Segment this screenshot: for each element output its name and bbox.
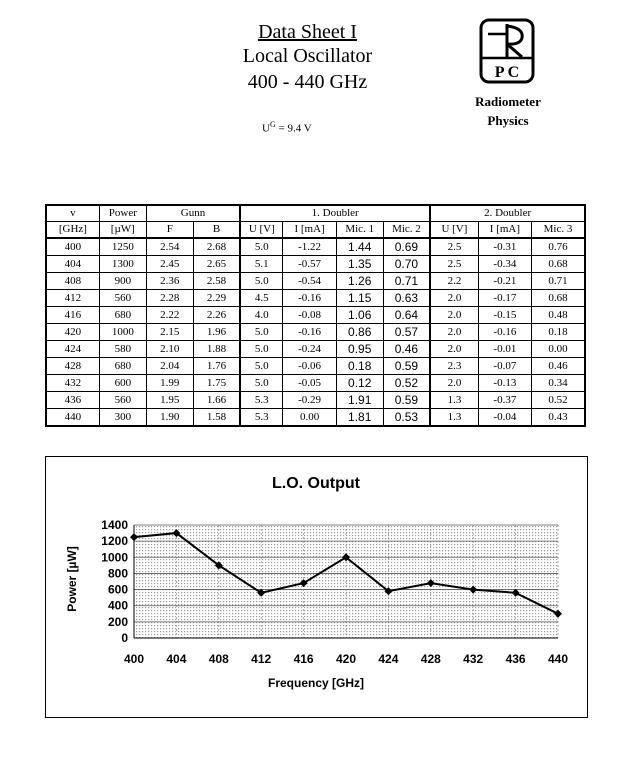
unit-header-7: Mic. 2 xyxy=(383,222,430,239)
x-tick-label: 440 xyxy=(547,652,569,666)
oscillator-data-table xyxy=(45,204,586,427)
table-cell: 0.52 xyxy=(532,392,585,409)
table-cell: 2.68 xyxy=(193,238,240,256)
table-cell: -0.07 xyxy=(478,358,531,375)
table-cell: 0.71 xyxy=(532,273,585,290)
table-cell: 440 xyxy=(46,409,99,427)
table-cell: 0.00 xyxy=(532,341,585,358)
table-cell: 560 xyxy=(99,290,146,307)
table-cell: 1.88 xyxy=(193,341,240,358)
logo-letters: P C xyxy=(494,64,520,81)
table-cell: 2.0 xyxy=(430,290,478,307)
table-cell: 5.0 xyxy=(240,375,283,392)
table-cell: -0.05 xyxy=(283,375,336,392)
table-cell: 580 xyxy=(99,341,146,358)
table-body xyxy=(46,238,585,426)
table-cell: 1.3 xyxy=(430,409,478,427)
table-row xyxy=(46,238,585,256)
table-cell: 0.52 xyxy=(383,375,430,392)
x-tick-label: 404 xyxy=(166,652,187,666)
table-cell: 0.34 xyxy=(532,375,585,392)
table-cell: -0.16 xyxy=(283,324,336,341)
table-cell: 1.15 xyxy=(336,290,383,307)
table-cell: 0.59 xyxy=(383,358,430,375)
table-cell: 0.53 xyxy=(383,409,430,427)
table-cell: 0.18 xyxy=(336,358,383,375)
unit-header-1: [µW] xyxy=(99,222,146,239)
table-cell: 2.0 xyxy=(430,324,478,341)
x-tick-label: 416 xyxy=(293,652,314,666)
table-cell: 420 xyxy=(46,324,99,341)
table-cell: -0.16 xyxy=(283,290,336,307)
x-tick-label: 412 xyxy=(251,652,272,666)
table-cell: -0.21 xyxy=(478,273,531,290)
table-cell: -0.17 xyxy=(478,290,531,307)
x-axis-label: Frequency [GHz] xyxy=(267,676,365,690)
header-freq: v xyxy=(46,205,99,222)
table-cell: 412 xyxy=(46,290,99,307)
table-cell: 0.12 xyxy=(336,375,383,392)
y-tick-label: 1000 xyxy=(101,550,128,565)
table-cell: 0.68 xyxy=(532,290,585,307)
table-cell: 2.22 xyxy=(146,307,193,324)
table-cell: 600 xyxy=(99,375,146,392)
table-cell: 0.59 xyxy=(383,392,430,409)
company-line1: Radiometer xyxy=(475,94,541,109)
table-cell: 1.75 xyxy=(193,375,240,392)
table-cell: 2.5 xyxy=(430,256,478,273)
table-cell: 424 xyxy=(46,341,99,358)
table-cell: 5.3 xyxy=(240,409,283,427)
table-cell: 2.0 xyxy=(430,341,478,358)
table-row xyxy=(46,375,585,392)
table-cell: 2.0 xyxy=(430,307,478,324)
header-doubler1: 1. Doubler xyxy=(240,205,430,222)
x-tick-label: 424 xyxy=(378,652,399,666)
chart-title: L.O. Output xyxy=(272,475,360,492)
x-tick-label: 436 xyxy=(505,652,526,666)
table-cell: 0.86 xyxy=(336,324,383,341)
table-cell: 0.76 xyxy=(532,238,585,256)
x-tick-label: 420 xyxy=(335,652,357,666)
table-cell: 0.69 xyxy=(383,238,430,256)
table-cell: -0.31 xyxy=(478,238,531,256)
table-cell: 0.46 xyxy=(383,341,430,358)
table-row xyxy=(46,290,585,307)
table-cell: 5.0 xyxy=(240,273,283,290)
unit-header-row xyxy=(46,222,585,239)
table-cell: 0.71 xyxy=(383,273,430,290)
table-row xyxy=(46,256,585,273)
table-cell: 2.29 xyxy=(193,290,240,307)
unit-header-6: Mic. 1 xyxy=(336,222,383,239)
table-cell: 0.46 xyxy=(532,358,585,375)
table-cell: 1.06 xyxy=(336,307,383,324)
table-cell: 2.10 xyxy=(146,341,193,358)
unit-header-4: U [V] xyxy=(240,222,283,239)
table-cell: 416 xyxy=(46,307,99,324)
sheet-subtitle: Local Oscillator xyxy=(242,45,373,67)
unit-header-5: I [mA] xyxy=(283,222,336,239)
table-cell: 428 xyxy=(46,358,99,375)
table-row xyxy=(46,273,585,290)
table-cell: 1.26 xyxy=(336,273,383,290)
table-cell: -0.54 xyxy=(283,273,336,290)
table-row xyxy=(46,341,585,358)
table-cell: 300 xyxy=(99,409,146,427)
x-tick-label: 400 xyxy=(123,652,145,666)
table-cell: -0.04 xyxy=(478,409,531,427)
table-cell: 2.0 xyxy=(430,375,478,392)
table-row xyxy=(46,409,585,427)
table-cell: 436 xyxy=(46,392,99,409)
table-cell: 1.3 xyxy=(430,392,478,409)
table-cell: 432 xyxy=(46,375,99,392)
table-cell: 5.0 xyxy=(240,324,283,341)
company-name xyxy=(448,92,568,130)
table-cell: 1.76 xyxy=(193,358,240,375)
table-cell: 0.64 xyxy=(383,307,430,324)
table-cell: 2.04 xyxy=(146,358,193,375)
chart-svg xyxy=(46,457,587,717)
header-power: Power xyxy=(99,205,146,222)
table-row xyxy=(46,358,585,375)
table-cell: 1000 xyxy=(99,324,146,341)
table-cell: -0.24 xyxy=(283,341,336,358)
table-cell: 1300 xyxy=(99,256,146,273)
y-tick-label: 1200 xyxy=(101,534,128,549)
table-cell: 5.0 xyxy=(240,341,283,358)
y-axis-label: Power [µW] xyxy=(65,546,79,612)
table-cell: 0.18 xyxy=(532,324,585,341)
y-tick-label: 0 xyxy=(121,631,128,645)
header-gunn: Gunn xyxy=(146,205,240,222)
table-cell: -0.13 xyxy=(478,375,531,392)
table-cell: 1.96 xyxy=(193,324,240,341)
table-cell: -0.08 xyxy=(283,307,336,324)
table-cell: 4.0 xyxy=(240,307,283,324)
y-tick-label: 600 xyxy=(107,582,128,597)
table-cell: 5.1 xyxy=(240,256,283,273)
frequency-range: 400 - 440 GHz xyxy=(247,71,368,93)
gunn-voltage: $U^G = 9.4$ V xyxy=(262,120,312,135)
x-tick-label: 432 xyxy=(463,652,484,666)
plot-area xyxy=(134,525,558,638)
table-cell: 680 xyxy=(99,358,146,375)
table-cell: -0.16 xyxy=(478,324,531,341)
table-cell: 0.00 xyxy=(283,409,336,427)
header-doubler2: 2. Doubler xyxy=(430,205,585,222)
y-tick-label: 1400 xyxy=(101,518,128,532)
sheet-title: Data Sheet I xyxy=(258,21,357,43)
y-tick-label: 200 xyxy=(107,614,128,629)
table-cell: 5.0 xyxy=(240,238,283,256)
table-row xyxy=(46,307,585,324)
table-cell: 2.45 xyxy=(146,256,193,273)
x-tick-label: 428 xyxy=(420,652,441,666)
unit-header-8: U [V] xyxy=(430,222,478,239)
table-cell: 400 xyxy=(46,238,99,256)
table-cell: 2.54 xyxy=(146,238,193,256)
table-cell: -0.37 xyxy=(478,392,531,409)
unit-header-2: F xyxy=(146,222,193,239)
table-cell: 2.26 xyxy=(193,307,240,324)
table-cell: 1.81 xyxy=(336,409,383,427)
table-cell: 1.58 xyxy=(193,409,240,427)
unit-header-0: [GHz] xyxy=(46,222,99,239)
table-cell: 0.70 xyxy=(383,256,430,273)
table-cell: 900 xyxy=(99,273,146,290)
table-cell: 560 xyxy=(99,392,146,409)
table-cell: 1.91 xyxy=(336,392,383,409)
table-cell: -0.34 xyxy=(478,256,531,273)
unit-header-10: Mic. 3 xyxy=(532,222,585,239)
table-cell: 0.43 xyxy=(532,409,585,427)
table-cell: 2.5 xyxy=(430,238,478,256)
table-cell: 0.48 xyxy=(532,307,585,324)
table-cell: 5.0 xyxy=(240,358,283,375)
table-cell: 680 xyxy=(99,307,146,324)
y-tick-label: 400 xyxy=(107,598,128,613)
table-cell: -0.57 xyxy=(283,256,336,273)
unit-header-3: B xyxy=(193,222,240,239)
table-cell: 0.63 xyxy=(383,290,430,307)
table-cell: 404 xyxy=(46,256,99,273)
company-logo-icon xyxy=(478,18,536,84)
table-cell: 2.36 xyxy=(146,273,193,290)
company-line2: Physics xyxy=(487,113,529,128)
title-block xyxy=(180,20,435,95)
table-cell: -0.15 xyxy=(478,307,531,324)
lo-output-chart xyxy=(45,456,588,718)
table-cell: 1.95 xyxy=(146,392,193,409)
table-cell: 0.68 xyxy=(532,256,585,273)
y-tick-label: 800 xyxy=(107,566,128,581)
table-cell: 0.95 xyxy=(336,341,383,358)
table-cell: -0.01 xyxy=(478,341,531,358)
table-cell: 2.15 xyxy=(146,324,193,341)
group-header-row xyxy=(46,205,585,222)
table-cell: 1.99 xyxy=(146,375,193,392)
table-cell: 1.66 xyxy=(193,392,240,409)
table-cell: 1.44 xyxy=(336,238,383,256)
table-cell: -0.29 xyxy=(283,392,336,409)
unit-header-9: I [mA] xyxy=(478,222,531,239)
y-tick-labels xyxy=(101,518,128,645)
table-cell: 4.5 xyxy=(240,290,283,307)
table-cell: 1250 xyxy=(99,238,146,256)
table-row xyxy=(46,324,585,341)
table-cell: 2.3 xyxy=(430,358,478,375)
x-tick-label: 408 xyxy=(208,652,229,666)
table-cell: 0.57 xyxy=(383,324,430,341)
table-cell: 1.35 xyxy=(336,256,383,273)
table-cell: 5.3 xyxy=(240,392,283,409)
table-row xyxy=(46,392,585,409)
table-cell: -1.22 xyxy=(283,238,336,256)
table-cell: 2.58 xyxy=(193,273,240,290)
table-cell: 408 xyxy=(46,273,99,290)
table-cell: 2.28 xyxy=(146,290,193,307)
table-cell: 1.90 xyxy=(146,409,193,427)
table-cell: 2.2 xyxy=(430,273,478,290)
x-tick-labels xyxy=(124,652,568,666)
table-cell: -0.06 xyxy=(283,358,336,375)
table-cell: 2.65 xyxy=(193,256,240,273)
